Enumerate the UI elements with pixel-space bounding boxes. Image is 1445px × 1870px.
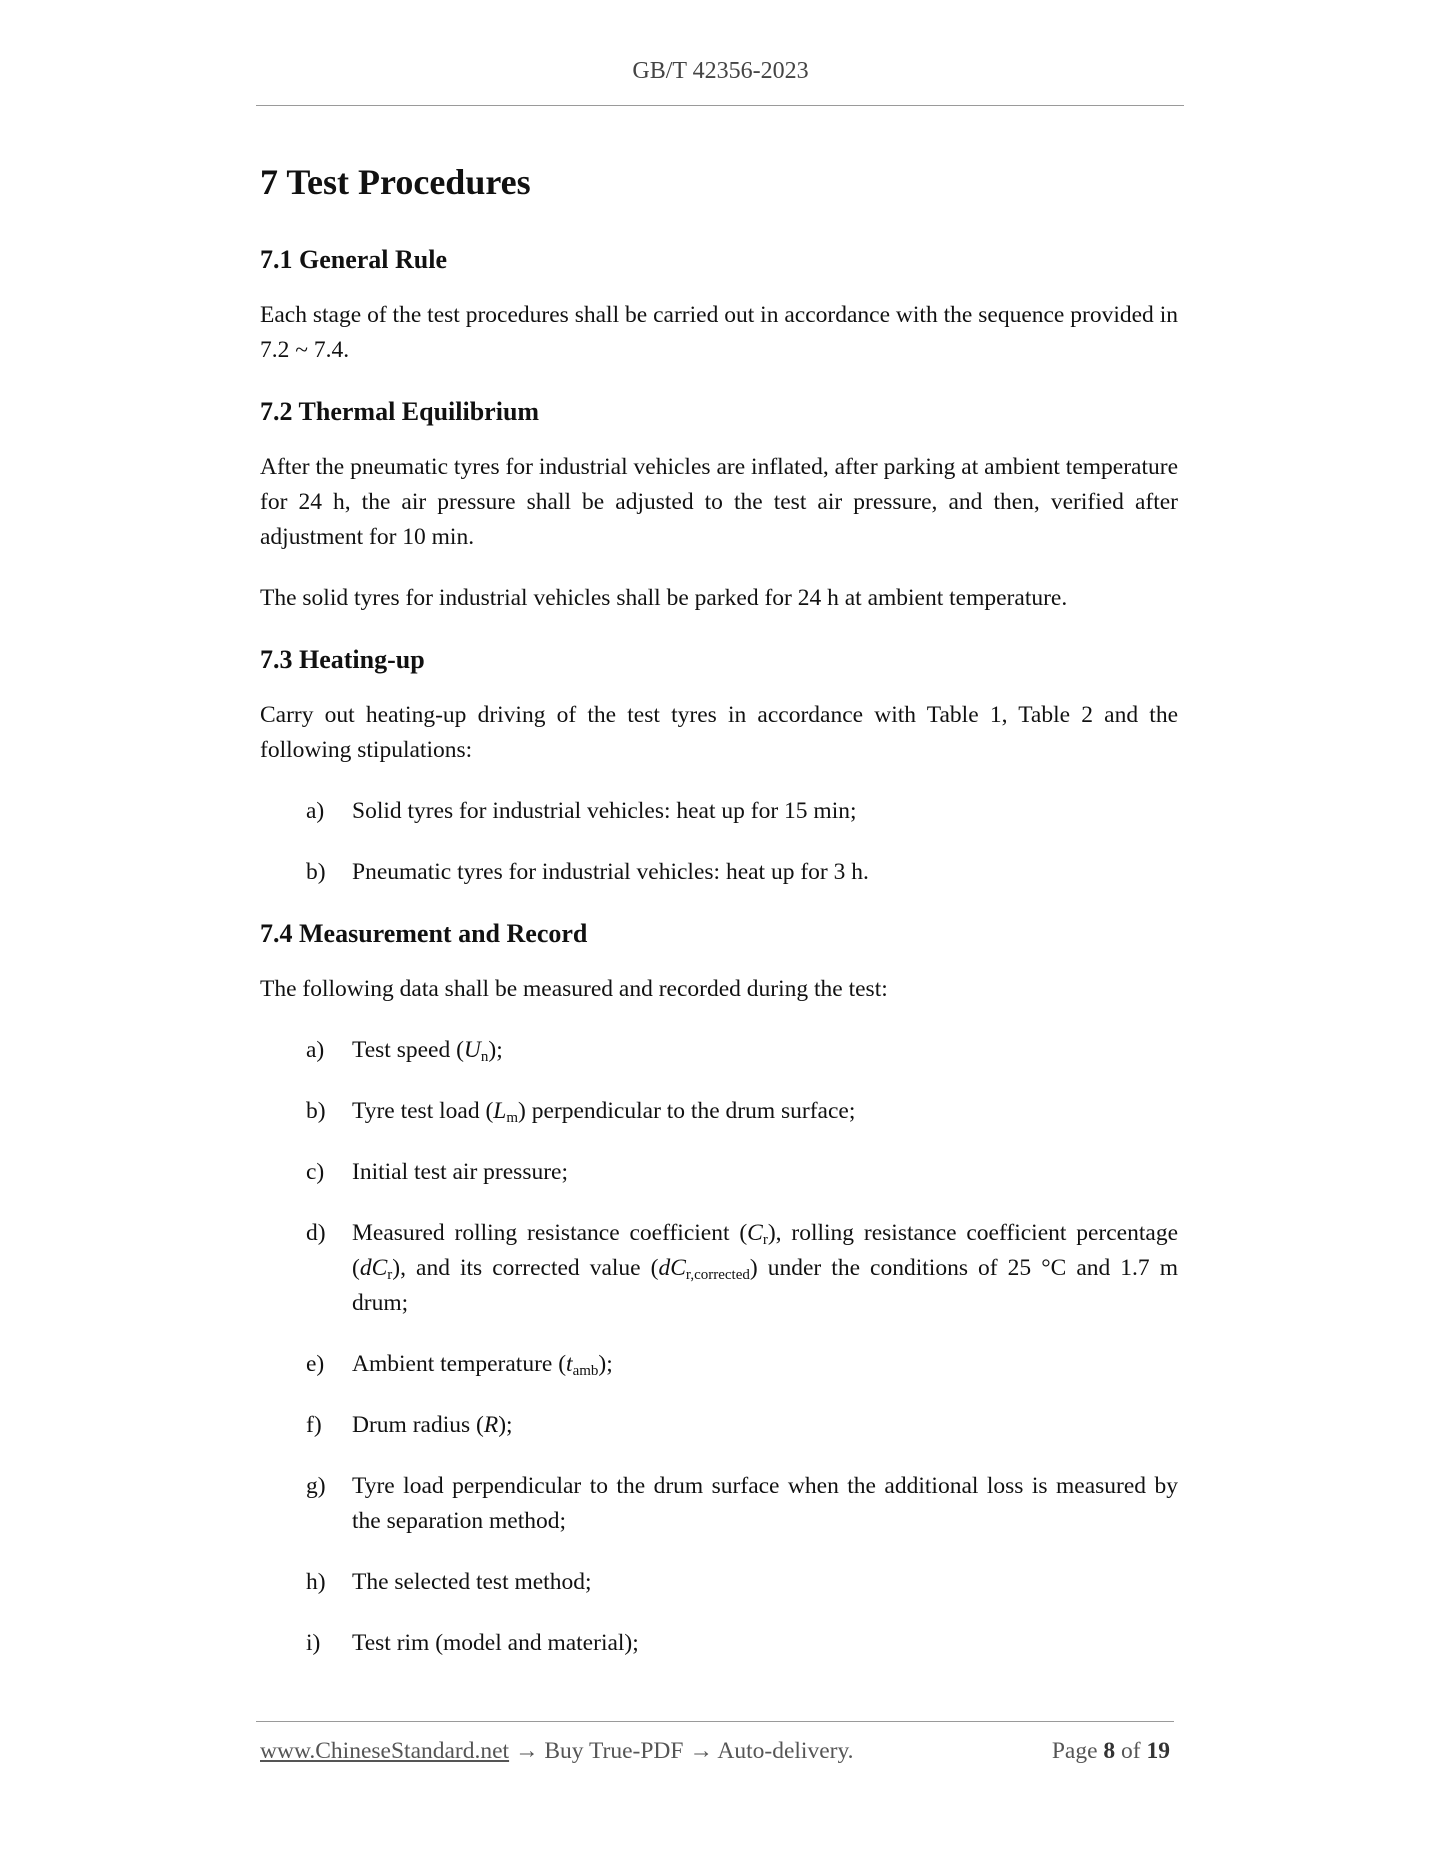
list-item-text: );: [498, 1412, 513, 1438]
list-item-text: Tyre test load (: [352, 1098, 494, 1124]
list-item-text: Tyre load perpendicular to the drum surface when the additional loss is measured by the separation method;: [352, 1473, 1178, 1534]
list-item-text: ), and its corrected value (: [392, 1255, 659, 1281]
subscript: r: [387, 1267, 393, 1283]
symbol-test-speed: U: [463, 1037, 481, 1063]
paragraph-7-3: Carry out heating-up driving of the test tyres in accordance with Table 1, Table 2 and the following stipulations:: [260, 702, 1178, 763]
symbol-rr-percentage: dC: [359, 1255, 388, 1281]
page-label: Page: [1051, 1738, 1098, 1764]
list-item-text: Test rim (model and material);: [352, 1630, 639, 1656]
document-id: GB/T 42356-2023: [632, 58, 809, 84]
document-header: [258, 58, 1183, 85]
page-footer: [260, 1738, 1170, 1765]
page-indicator: [1052, 1738, 1170, 1765]
list-marker: e): [306, 1351, 325, 1377]
list-marker: a): [306, 798, 325, 824]
list-item: [260, 1565, 1178, 1600]
section-title: 7 Test Procedures: [260, 162, 531, 202]
measurement-list: [260, 1033, 1178, 1661]
list-item-text: ), rolling resistance coefficient percentage (: [352, 1220, 1178, 1281]
footer-divider: [256, 1721, 1174, 1722]
list-item-text: Test speed (: [352, 1037, 464, 1063]
subscript: amb: [572, 1363, 599, 1379]
list-item-text: Drum radius (: [352, 1412, 484, 1438]
subscript: n: [480, 1049, 489, 1065]
subsection-title-7-2: 7.2 Thermal Equilibrium: [260, 397, 540, 426]
list-item: [260, 1408, 1178, 1443]
page-of-label: of: [1121, 1738, 1141, 1764]
symbol-test-load: L: [493, 1098, 507, 1124]
list-item-text: ) under the conditions of 25 °C and 1.7 m drum;: [352, 1255, 1179, 1316]
subsection-title-7-4: 7.4 Measurement and Record: [260, 919, 588, 948]
list-item-text: Pneumatic tyres for industrial vehicles: heat up for 3 h.: [352, 859, 869, 885]
subscript: r: [762, 1232, 768, 1248]
list-item: [260, 794, 1178, 829]
page-total: 19: [1146, 1738, 1170, 1764]
list-item: [260, 1033, 1178, 1068]
symbol-rr-corrected: dC: [658, 1255, 686, 1281]
list-item: [260, 1469, 1178, 1539]
page-content: [260, 158, 1178, 1687]
list-item-text: Solid tyres for industrial vehicles: heat up for 15 min;: [352, 798, 857, 824]
list-marker: d): [306, 1220, 326, 1246]
paragraph-7-1: Each stage of the test procedures shall be carried out in accordance with the sequence provided in 7.2 ~ 7.4.: [260, 302, 1178, 363]
list-item-text: Measured rolling resistance coefficient (: [352, 1220, 748, 1246]
symbol-ambient-temp: t: [566, 1351, 573, 1377]
list-item: [260, 1155, 1178, 1190]
paragraph-7-2-solid: The solid tyres for industrial vehicles shall be parked for 24 h at ambient temperature.: [260, 585, 1068, 611]
list-item: [260, 1626, 1178, 1661]
list-marker: h): [306, 1569, 326, 1595]
list-item-text: ) perpendicular to the drum surface;: [518, 1098, 856, 1124]
subscript: m: [506, 1110, 519, 1126]
page-current: 8: [1103, 1738, 1116, 1764]
header-divider: [256, 105, 1184, 106]
list-item-text: The selected test method;: [352, 1569, 592, 1595]
subscript: r,corrected: [685, 1267, 750, 1283]
symbol-drum-radius: R: [483, 1412, 499, 1438]
list-marker: f): [306, 1412, 322, 1438]
heating-up-list: [260, 794, 1178, 890]
list-item: [260, 1347, 1178, 1382]
list-marker: b): [306, 859, 326, 885]
footer-tagline: → Buy True-PDF → Auto-delivery.: [509, 1738, 854, 1764]
list-item: [260, 1216, 1178, 1321]
paragraph-7-4: The following data shall be measured and recorded during the test:: [260, 976, 888, 1002]
list-item: [260, 855, 1178, 890]
list-item-text: );: [598, 1351, 613, 1377]
list-marker: c): [306, 1159, 325, 1185]
list-item-text: Ambient temperature (: [352, 1351, 567, 1377]
subsection-title-7-1: 7.1 General Rule: [260, 245, 448, 274]
list-marker: g): [306, 1473, 326, 1499]
list-marker: a): [306, 1037, 325, 1063]
list-marker: b): [306, 1098, 326, 1124]
symbol-rolling-resistance: C: [747, 1220, 763, 1246]
subsection-title-7-3: 7.3 Heating-up: [260, 645, 425, 674]
paragraph-7-2-pneumatic: After the pneumatic tyres for industrial vehicles are inflated, after parking at ambient temperature for 24 h, the air pressure shall be adjusted to the test air pressure, and then, verified after adjustment for 10 min.: [260, 454, 1178, 550]
site-link[interactable]: www.ChineseStandard.net: [260, 1738, 510, 1764]
list-item: [260, 1094, 1178, 1129]
list-marker: i): [306, 1630, 321, 1656]
list-item-text: );: [488, 1037, 503, 1063]
list-item-text: Initial test air pressure;: [352, 1159, 568, 1185]
